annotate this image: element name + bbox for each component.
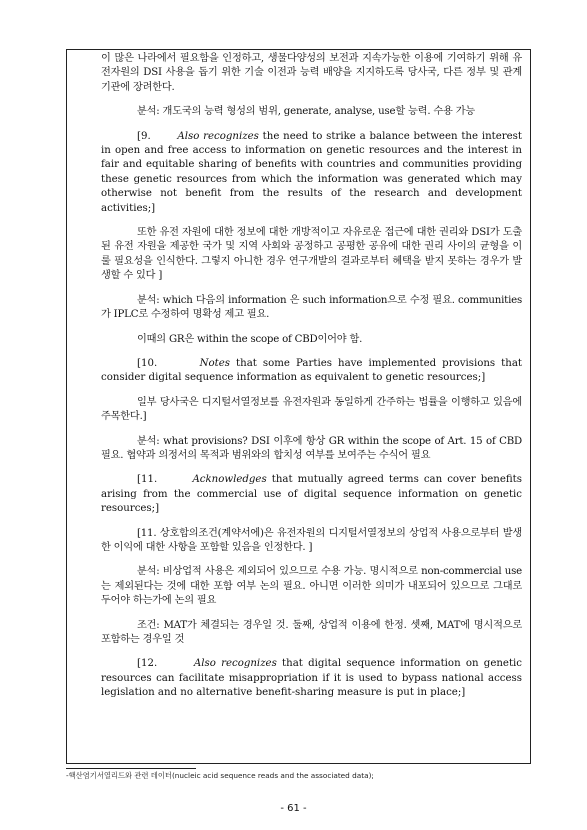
conditions-p12: 조건: MAT가 체결되는 경우일 것. 둘째, 상업적 이용에 한정. 셋째, MAT에 명시적으로 포함하는 경우일 것 xyxy=(101,619,522,645)
paragraph-9-ko: 또한 유전 자원에 대한 정보에 대한 개방적이고 자유로운 접근에 대한 권리와 DSI가 도출된 유전 자원을 제공한 국가 및 지역 사회와 공정하고 공평한 공유에 대한 권리 사이의 균형을 이룰 필요성을 인식한다. 그렇지 아니한 경우 연구개발의 결과로부터 혜택을 받지 못하는 경우가 발생할 수 있다 ] xyxy=(101,227,522,282)
analysis-p8: 분석: what provisions? DSI 이후에 항상 GR within the scope of Art. 15 of CBD 필요. 협약과 의정서의 목적과 범위와의 합치성 여부를 보여주는 수식어 필요 xyxy=(101,435,522,461)
paragraph-text: that digital sequence information on genetic resources can facilitate misappropriation if it is used to bypass national access legislation and no alternative benefit-sharing measure is put in place;] xyxy=(101,658,523,699)
note-p5: 이때의 GR은 within the scope of CBD이어야 함. xyxy=(137,333,363,345)
paragraph-text: that mutually agreed terms can cover benefits arising from the commercial use of digital sequence information on genetic resources;] xyxy=(101,474,522,515)
paragraph-text: that some Parties have implemented provisions that consider digital sequence information as equivalent to genetic resources;] xyxy=(101,357,522,384)
paragraph-number: [10. xyxy=(137,357,158,369)
paragraph-12-en xyxy=(101,657,522,700)
paragraph-11-en xyxy=(101,473,522,516)
paragraph-10-ko: 일부 당사국은 디지털서열정보를 유전자원과 동일하게 간주하는 법률을 이행하고 있음에 주목한다.] xyxy=(101,396,522,423)
operative-verb: Notes xyxy=(199,357,230,369)
paragraph-11-ko: [11. 상호합의조건(계약서에)은 유전자원의 디지털서열정보의 상업적 사용으로부터 발생한 이익에 대한 사항을 포함할 있음을 인정한다. ] xyxy=(101,527,522,553)
paragraph-number: [11. xyxy=(137,474,158,486)
analysis-p4: 분석: which 다음의 information 은 such information으로 수정 필요. communities가 IPLC로 수정하여 명확성 제고 필요. xyxy=(101,294,522,321)
paragraph-p0: 이 많은 나라에서 필요함을 인정하고, 생물다양성의 보전과 지속가능한 이용에 기여하기 위해 유전자원의 DSI 사용을 돕기 위한 기술 이전과 능력 배양을 지지하도록 당사국, 다른 정부 및 관계 기관에 장려한다. xyxy=(101,53,522,93)
footnote-rule xyxy=(66,768,196,769)
paragraph-number: [9. xyxy=(137,130,151,142)
paragraph-number: [12. xyxy=(137,658,158,670)
operative-verb: Also recognizes xyxy=(193,658,277,670)
footnote: -핵산염기서열리드와 관련 데이터(nucleic acid sequence reads and the associated data); xyxy=(66,771,374,780)
operative-verb: Also recognizes xyxy=(177,130,259,142)
page-number: - 61 - xyxy=(280,803,307,814)
analysis-p1: 분석: 개도국의 능력 형성의 범위, generate, analyse, use할 능력. 수용 가능 xyxy=(137,106,475,118)
analysis-p11: 분석: 비상업적 사용은 제외되어 있으므로 수용 가능. 명시적으로 non-commercial use는 제외된다는 것에 대한 포함 여부 논의 필요. 아니면 이러한 의미가 내포되어 있으므로 그대로 두어야 하는가에 논의 필요 xyxy=(101,566,522,607)
operative-verb: Acknowledges xyxy=(192,474,267,486)
paragraph-text: the need to strike a balance between the interest in open and free access to information on genetic resources and the interest in fair and equitable sharing of benefits with countries and communities providing these genetic resources from which the information was generated which may otherwise not benefit from the results of the research and development activities;] xyxy=(101,130,522,214)
paragraph-10-en xyxy=(101,357,522,386)
document-content-box xyxy=(66,49,531,764)
paragraph-9-en xyxy=(101,130,522,216)
